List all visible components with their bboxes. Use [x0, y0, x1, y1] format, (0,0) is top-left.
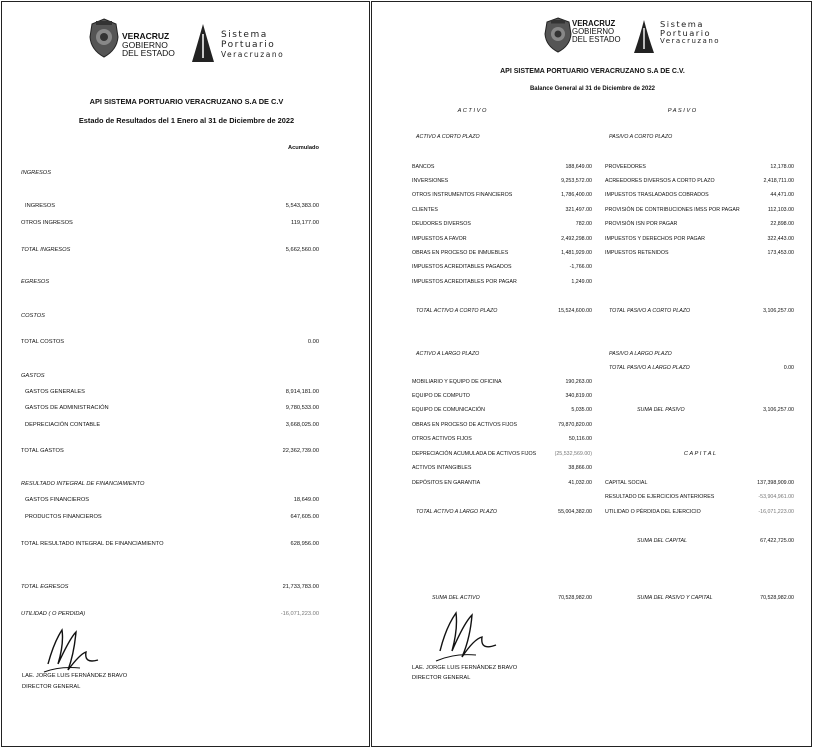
left-row-label: IMPUESTOS ACREDITABLES PAGADOS [412, 264, 512, 270]
right-row-label: PROVISIÓN DE CONTRIBUCIONES IMSS POR PAGAR [605, 207, 740, 213]
income-row-label: TOTAL INGRESOS [21, 247, 71, 253]
veracruz-shield-icon [87, 17, 121, 59]
left-row-value: 1,481,929.00 [561, 250, 592, 256]
right-row-label: IMPUESTOS Y DERECHOS POR PAGAR [605, 236, 705, 242]
logo-line: VERACRUZ [122, 31, 170, 41]
logo-line: Portuario [660, 27, 712, 38]
right-row-value: 3,106,257.00 [763, 308, 794, 314]
left-row-value: 70,528,982.00 [558, 595, 592, 601]
signer-role: DIRECTOR GENERAL [22, 684, 81, 690]
right-row-label: IMPUESTOS TRASLADADOS COBRADOS [605, 192, 709, 198]
income-row-value: 647,605.00 [290, 514, 319, 520]
sistema-portuario-logo-text [660, 20, 720, 46]
signature-icon [432, 607, 502, 669]
left-row-label: DEUDORES DIVERSOS [412, 221, 471, 227]
right-row-value: 70,528,982.00 [760, 595, 794, 601]
right-row-value: 2,418,711.00 [763, 178, 794, 184]
right-row-label: SUMA DEL PASIVO Y CAPITAL [637, 595, 713, 601]
logo-line: GOBIERNO [572, 27, 615, 36]
company-name: API SISTEMA PORTUARIO VERACRUZANO S.A DE C.V [89, 97, 284, 106]
logo-line: Portuario [221, 39, 276, 50]
right-row-label: UTILIDAD O PÉRDIDA DEL EJERCICIO [605, 509, 701, 515]
right-row-value: 3,106,257.00 [763, 407, 794, 413]
left-row-label: DEPÓSITOS EN GARANTIA [412, 480, 481, 486]
left-row-value: -1,766.00 [569, 264, 592, 270]
right-row-label: SUMA DEL CAPITAL [637, 538, 687, 544]
income-row-value: 0.00 [307, 339, 319, 345]
left-row-label: ACTIVO A CORTO PLAZO [416, 134, 480, 140]
right-row-value: 322,443.00 [767, 236, 794, 242]
logo-line: Veracruzano [660, 37, 721, 46]
right-row-label: ACREEDORES DIVERSOS A CORTO PLAZO [605, 178, 715, 184]
income-row-label: RESULTADO INTEGRAL DE FINANCIAMIENTO [21, 481, 145, 487]
veracruz-logo-text [572, 20, 621, 44]
signer-role: DIRECTOR GENERAL [412, 675, 471, 681]
income-row-label: GASTOS FINANCIEROS [25, 497, 90, 503]
income-row-label: INGRESOS [25, 203, 56, 209]
left-row-label: OBRAS EN PROCESO DE ACTIVOS FIJOS [412, 422, 518, 428]
logo-line: Sistema [660, 19, 704, 29]
left-row-label: IMPUESTOS A FAVOR [412, 236, 467, 242]
right-row-value: -53,904,961.00 [758, 494, 794, 500]
income-row-label: UTILIDAD ( O PERDIDA) [21, 611, 86, 617]
right-row-label: C A P I T A L [683, 451, 717, 457]
income-row-value: 8,914,181.00 [285, 389, 319, 395]
right-row-value: 0.00 [783, 365, 794, 371]
signer-name: LAE. JORGE LUIS FERNÁNDEZ BRAVO [412, 665, 518, 671]
right-row-value: -16,071,223.00 [758, 509, 794, 515]
signer-name: LAE. JORGE LUIS FERNÁNDEZ BRAVO [22, 673, 128, 679]
left-row-label: OTROS ACTIVOS FIJOS [412, 436, 472, 442]
income-row-value: 628,956.00 [290, 541, 319, 547]
left-row-label: CLIENTES [412, 207, 438, 213]
right-row-label: PASIVO A LARGO PLAZO [609, 351, 672, 357]
income-row-label: GASTOS [21, 373, 45, 379]
left-row-value: 1,249.00 [571, 279, 592, 285]
left-row-value: 321,497.00 [565, 207, 592, 213]
left-row-label: SUMA DEL ACTIVO [432, 595, 480, 601]
left-row-label: TOTAL ACTIVO A CORTO PLAZO [416, 308, 498, 314]
logo-line: DEL ESTADO [572, 35, 621, 44]
income-row-value: 119,177.00 [290, 220, 319, 226]
left-row-value: 38,866.00 [568, 465, 592, 471]
right-row-value: 44,471.00 [770, 192, 794, 198]
income-row-label: INGRESOS [21, 170, 52, 176]
left-row-label: MOBILIARIO Y EQUIPO DE OFICINA [412, 379, 502, 385]
income-row-value: -16,071,223.00 [280, 611, 319, 617]
right-row-label: SUMA DEL PASIVO [637, 407, 685, 413]
income-row-label: GASTOS GENERALES [25, 389, 85, 395]
logo-line: Veracruzano [221, 50, 285, 59]
left-row-value: 340,819.00 [565, 393, 592, 399]
right-row-label: PASIVO A CORTO PLAZO [609, 134, 673, 140]
income-row-label: PRODUCTOS FINANCIEROS [25, 514, 102, 520]
left-row-label: TOTAL ACTIVO A LARGO PLAZO [416, 509, 497, 515]
left-row-value: 5,035.00 [571, 407, 592, 413]
income-row-value: 5,543,383.00 [285, 203, 319, 209]
left-row-value: 50,116.00 [568, 436, 592, 442]
sistema-portuario-logo-text [221, 31, 284, 60]
right-row-label: TOTAL PASIVO A LARGO PLAZO [609, 365, 690, 371]
left-row-value: 2,492,298.00 [561, 236, 592, 242]
left-row-value: (25,532,569.00) [554, 451, 592, 457]
income-row-label: TOTAL RESULTADO INTEGRAL DE FINANCIAMIENTO [21, 541, 164, 547]
balance-title: Balance General al 31 de Diciembre de 2022 [529, 86, 656, 92]
right-row-label: RESULTADO DE EJERCICIOS ANTERIORES [605, 494, 715, 500]
income-statement-page [1, 1, 370, 747]
right-row-value: 67,422,725.00 [760, 538, 794, 544]
right-row-value: 137,398,909.00 [757, 480, 794, 486]
left-row-value: 1,786,400.00 [561, 192, 592, 198]
left-row-label: OTROS INSTRUMENTOS FINANCIEROS [412, 192, 513, 198]
veracruz-shield-icon [543, 16, 573, 54]
company-name: API SISTEMA PORTUARIO VERACRUZANO S.A DE C.V. [500, 68, 685, 75]
income-row-label: COSTOS [21, 313, 45, 319]
left-row-label: BANCOS [412, 164, 435, 170]
left-row-value: 782.00 [575, 221, 592, 227]
income-row-label: TOTAL EGRESOS [21, 584, 69, 590]
left-row-value: 190,263.00 [565, 379, 592, 385]
left-row-value: 188,649.00 [565, 164, 592, 170]
balance-sheet-page [371, 1, 812, 747]
activo-header: A C T I V O [457, 108, 487, 114]
left-row-label: IMPUESTOS ACREDITABLES POR PAGAR [412, 279, 517, 285]
left-row-value: 79,870,820.00 [558, 422, 592, 428]
income-row-label: GASTOS DE ADMINISTRACIÓN [25, 405, 109, 411]
right-row-value: 12,178.00 [770, 164, 794, 170]
left-row-value: 15,524,600.00 [558, 308, 592, 314]
statement-title: Estado de Resultados del 1 Enero al 31 de Diciembre de 2022 [78, 116, 295, 125]
left-row-value: 41,032.00 [568, 480, 592, 486]
income-row-value: 5,662,560.00 [285, 247, 319, 253]
left-row-label: ACTIVOS INTANGIBLES [412, 465, 472, 471]
left-row-label: ACTIVO A LARGO PLAZO [416, 351, 480, 357]
veracruz-logo-text [122, 32, 175, 58]
left-row-value: 9,253,572.00 [561, 178, 592, 184]
right-row-value: 22,898.00 [770, 221, 794, 227]
left-row-label: INVERSIONES [412, 178, 449, 184]
column-header-acumulado: Acumulado [288, 145, 319, 151]
right-row-label: IMPUESTOS RETENIDOS [605, 250, 669, 256]
logo-line: DEL ESTADO [122, 48, 175, 58]
right-row-label: PROVISIÓN ISN POR PAGAR [605, 221, 678, 227]
right-row-value: 112,103.00 [767, 207, 794, 213]
right-row-label: TOTAL PASIVO A CORTO PLAZO [609, 308, 691, 314]
logo-line: GOBIERNO [122, 39, 168, 50]
left-row-value: 55,004,382.00 [558, 509, 592, 515]
right-row-label: CAPITAL SOCIAL [605, 480, 648, 486]
pasivo-header: P A S I V O [667, 108, 697, 114]
sistema-portuario-logo-icon [188, 22, 218, 68]
right-row-label: PROVEEDORES [605, 164, 646, 170]
left-row-label: DEPRECIACIÓN ACUMULADA DE ACTIVOS FIJOS [412, 451, 537, 457]
left-row-label: EQUIPO DE COMUNICACIÓN [412, 407, 485, 413]
sistema-portuario-logo-icon [631, 18, 657, 58]
income-row-label: OTROS INGRESOS [21, 220, 73, 226]
income-row-label: DEPRECIACIÓN CONTABLE [25, 422, 101, 428]
left-row-label: EQUIPO DE COMPUTO [412, 393, 470, 399]
logo-line: VERACRUZ [572, 19, 616, 28]
income-row-value: 18,649.00 [293, 497, 319, 503]
income-row-value: 21,733,783.00 [282, 584, 319, 590]
income-row-value: 3,668,025.00 [285, 422, 319, 428]
logo-line: Sistema [221, 30, 268, 40]
income-row-label: EGRESOS [21, 279, 50, 285]
income-row-value: 22,362,739.00 [282, 448, 319, 454]
income-row-label: TOTAL GASTOS [21, 448, 64, 454]
left-row-label: OBRAS EN PROCESO DE INMUEBLES [412, 250, 509, 256]
income-row-value: 9,780,533.00 [285, 405, 319, 411]
income-row-label: TOTAL COSTOS [21, 339, 65, 345]
right-row-value: 173,453.00 [767, 250, 794, 256]
